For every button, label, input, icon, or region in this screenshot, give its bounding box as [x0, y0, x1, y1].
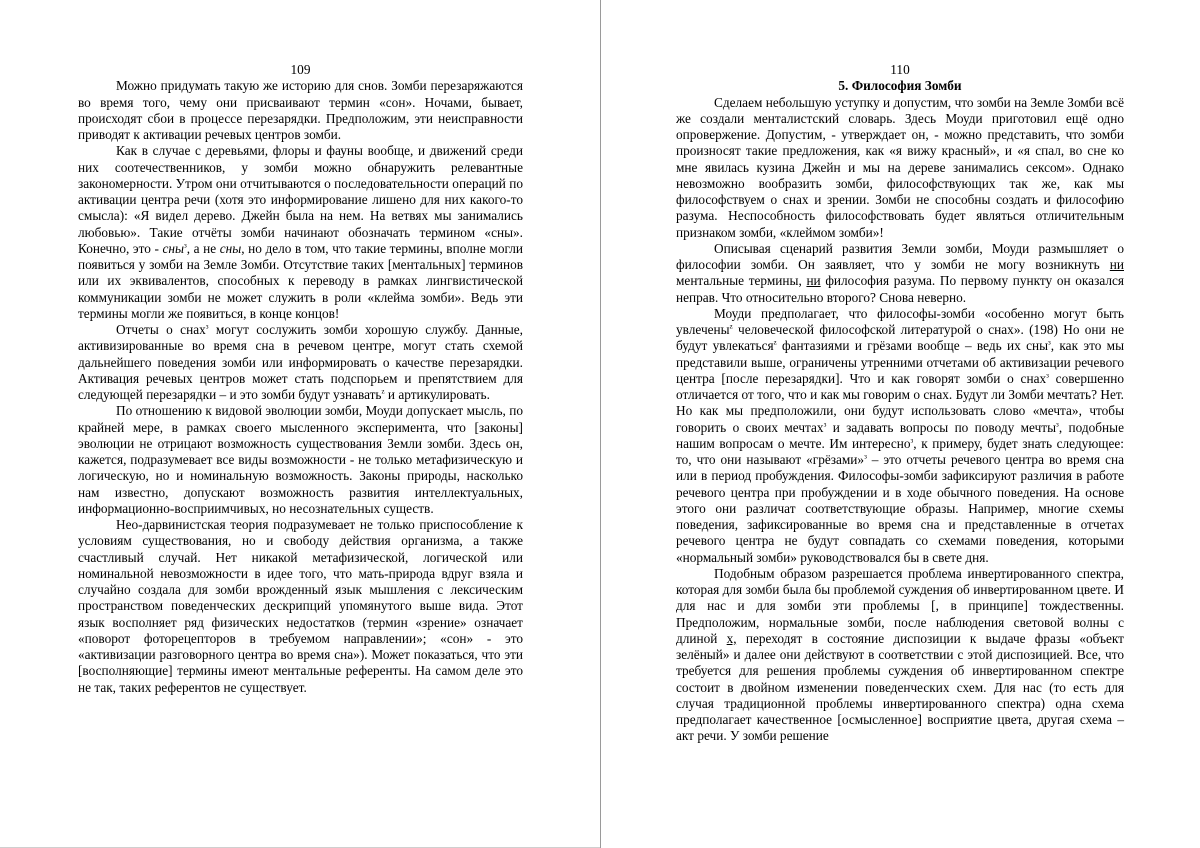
- underlined-text: ни: [1109, 257, 1124, 272]
- text-run: , как это мы представили выше, ограничены утренними отчетами об активизации речевого центра [после перезарядки]. Что и как говорят зомби о снах: [676, 338, 1125, 386]
- paragraph: [78, 403, 523, 517]
- text-run: фантазиями и грёзами вообще – ведь их сны: [776, 338, 1049, 354]
- text-run: , но дело в том, что такие термины, вполне могли появиться у зомби на Земле Зомби. Отсутствие таких [ментальных] терминов или их эквивалентов, способных к переводу в рамках лингвистической коммуникации зомби не может служить в роли «клейма зомби». Ведь эти термины могли же появиться, в конце концов!: [78, 240, 523, 321]
- superscript-mark: з: [823, 420, 827, 429]
- superscript-mark: z: [773, 338, 777, 347]
- text-run: Нео-дарвинистская теория подразумевает не только приспособление к условиям существования, но и свободу действия организма, а также счастливый случай. Нет никакой метафизической, логической или номинальной невозможности в идее того, что мать-природа вдруг взяла и случайно создала для зомби врожденный язык мышления с лексическим пространством поведенческих дескрипций упомянутого выше вида. Этот язык восполняет ряд физических недостатков (термин «зрение» означает «поворот фоторецепторов в требуемом направлении»; «сон» - это «активизации разговорного центра во время сна»). Может показаться, что эти [восполняющие] термины имеют ментальные референты. На самом деле это не так, таких референтов не существует.: [78, 517, 523, 695]
- section-heading: 5. Философия Зомби: [838, 78, 962, 94]
- superscript-mark: з: [1048, 338, 1051, 347]
- text-run: Можно придумать такую же историю для снов. Зомби перезаряжаются во время того, чему они присваивают термин «сон». Ночами, бывает, происходят сбои в процессе перезарядки. Предположим, эти неисправности приводят к активации речевых центров зомби.: [78, 78, 523, 142]
- text-run: Как в случае с деревьями, флоры и фауны вообще, и движений среди них соотечественников, у зомби можно обнаружить релевантные закономерности. Утром они отчитываются о последовательности операций по активации центра речи (хотя это информирование лишено для них какого-то смысла): «Я видел дерево. Джейн была на нем. На ветвях мы занимались любовью». Такие отчёты зомби начинают обозначать термином «сны». Конечно, это -: [78, 143, 523, 256]
- superscript-mark: з: [864, 452, 867, 461]
- text-run: и задавать вопросы по поводу мечты: [826, 419, 1057, 435]
- superscript-mark: з: [1056, 420, 1059, 429]
- text-run: По отношению к видовой эволюции зомби, Моуди допускает мысль, по крайней мере, в рамках своего мысленного эксперимента, что [законы] эволюции не отрицают возможность существования Земли зомби. Здесь он, кажется, подразумевает все виды возможности - не только метафизическую и логическую, но и номинальную возможность. Законы природы, насколько нам известно, допускают возможность развития интеллектуальных, информационно-восприимчивых, но несознательных существ.: [78, 403, 523, 516]
- text-run: переходят в состояние диспозиции к выдаче фразы «объект зелёный» и далее они действуют в соответствии с этой диспозицией. Все, что требуется для решения проблемы суждения об инвертированном спектре состоит в двойном изменении поведенческих схем. Для нас (то есть для случая традиционной проблемы инвертированного спектра) одна схема предполагает качественное [осмысленное] восприятие цвета, другая схема – акт речи. У зомби решение: [676, 630, 1124, 744]
- text-run: , а не: [186, 240, 220, 256]
- text-run: ментальные термины,: [676, 273, 807, 289]
- underlined-text: ни: [806, 273, 821, 289]
- left-page-body: [78, 78, 523, 696]
- underlined-text: х,: [726, 630, 737, 646]
- superscript-mark: z: [729, 322, 733, 331]
- paragraph: [78, 78, 523, 143]
- text-run: – это отчеты речевого центра во время сна или в период пробуждения. Философы-зомби зафиксируют различия в работе речевого центра при пробуждении и в ходе обычного поведения. На основе этого они различат соответствующие образы. Например, многие схемы поведения, зафиксированные во время сна и представленные в отчетах речевого центра не будут совпадать со схемами поведения, которыми «нормальный зомби» руководствовался бы в свете дня.: [676, 452, 1124, 565]
- text-run: Подобным образом разрешается проблема инвертированного спектра, которая для зомби была бы проблемой суждения об инвертированном цвете. И для нас и для зомби эти проблемы [, в принципе] тождественны. Предположим, нормальные зомби, после наблюдения световой волны с длиной: [676, 565, 1124, 646]
- text-run: Сделаем небольшую уступку и допустим, что зомби на Земле Зомби всё же создали менталистский словарь. Здесь Моуди приготовил ещё одно опровержение. Допустим, - утверждает он, - можно представить, что зомби произносят такие предложения, как «я вижу красный», и «я спал, во сне ко мне явилась кузина Джейн и мы на дереве занимались сексом». Однако невозможно вообразить зомби, философствующих так же, как мы философствуем о снах и зрении. Зомби не способны создать и философию разума. Неспособность философствовать будет являться отличительным признаком зомби, «клеймом зомби»!: [676, 94, 1124, 240]
- italic-text: сны: [219, 240, 242, 256]
- text-run: Моуди предполагает, что философы-зомби «особенно могут быть увлечены: [676, 305, 1124, 337]
- left-page-text: [78, 62, 523, 696]
- text-run: философия разума. По первому пункту он оказался неправ. Что относительно второго? Снова неверно.: [676, 273, 1124, 305]
- text-run: , подобные нашим вопросам о мечте. Им интересно: [676, 419, 1124, 451]
- text-run: и артикулировать.: [384, 387, 490, 402]
- superscript-mark: z: [381, 387, 385, 396]
- text-run: могут сослужить зомби хорошую службу. Данные, активизированные во время сна в речевом центре, могут стать схемой дальнейшего поведения зомби или информировать о качестве перезарядки. Активация речевых центров может стать подспорьем и препятствием для следующей перезарядки – и это зомби будут узнавать: [78, 322, 523, 402]
- paragraph: [676, 241, 1124, 306]
- right-page-body: [676, 95, 1124, 745]
- superscript-mark: з: [183, 241, 187, 250]
- text-run: Отчеты о снах: [116, 322, 206, 337]
- paragraph: [676, 306, 1124, 566]
- text-run: человеческой философской литературой о снах». (198) Но они не будут увлекаться: [676, 322, 1124, 354]
- text-run: , к примеру, будет знать следующее: то, что они называют «грёзами»: [676, 435, 1124, 467]
- paragraph: [676, 566, 1124, 745]
- superscript-mark: з: [910, 436, 914, 445]
- paragraph: [676, 95, 1124, 241]
- right-page: [601, 0, 1200, 848]
- right-page-text: [676, 62, 1124, 745]
- paragraph: [78, 143, 523, 322]
- page-number-right: 110: [890, 62, 910, 77]
- paragraph: [78, 322, 523, 403]
- superscript-mark: з: [1046, 371, 1049, 380]
- italic-text: сны: [162, 240, 184, 256]
- page-number-left: 109: [290, 62, 311, 77]
- text-run: Описывая сценарий развития Земли зомби, Моуди размышляет о философии зомби. Он заявляет, что у зомби не могу возникнуть: [676, 240, 1124, 272]
- superscript-mark: з: [205, 322, 209, 331]
- paragraph: [78, 517, 523, 696]
- text-run: совершенно отличается от того, что и как мы говорим о снах. Будут ли Зомби мечтать? Нет. Но как мы предположили, они будут использовать слово «мечта», чтобы говорить о своих мечтах: [676, 370, 1124, 435]
